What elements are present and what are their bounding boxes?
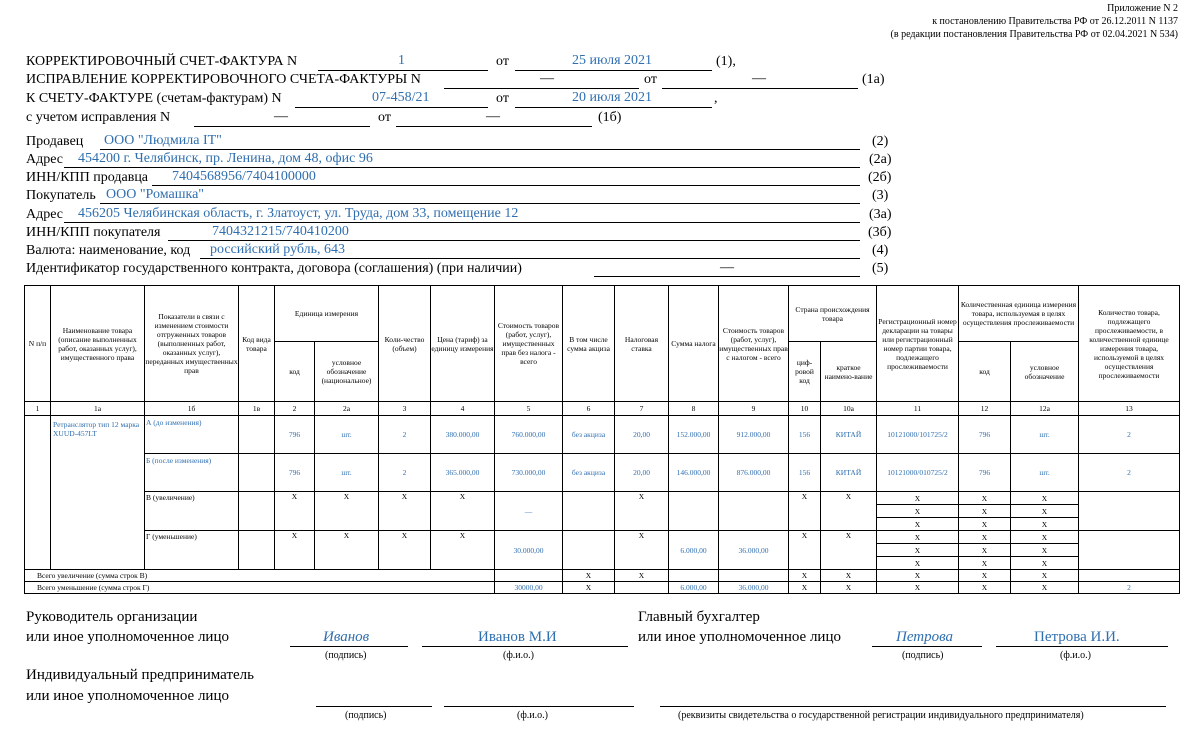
cell-qty: 2 [379,454,431,492]
cell-excise: без акциза [563,454,615,492]
th-trace-code: код [959,342,1011,402]
contract-line [594,276,860,277]
contract-label: Идентификатор государственного контракта, договора (соглашения) (при наличии) [26,261,522,276]
cell-x: X [959,505,1011,518]
title4-number-line [194,126,370,127]
title1-number-line [318,70,488,71]
cell-cost-wo: 30000,00 [495,582,563,594]
cell-x: X [959,492,1011,505]
title3-date-line [515,107,712,108]
col-num: 2а [315,402,379,416]
column-numbers-row [25,402,1180,416]
currency-label: Валюта: наименование, код [26,243,191,258]
seller-label: Продавец [26,134,84,149]
cell-cost-w: 36.000,00 [719,531,789,570]
cell-x: X [1011,492,1079,505]
cell-x: X [789,492,821,531]
head-name-line [422,646,628,647]
title2-ot: от [644,72,657,87]
cell-trace-qty: 2 [1079,416,1180,454]
cell-x: X [821,531,877,570]
cell-x: X [877,505,959,518]
head-name-caption: (ф.и.о.) [503,650,534,661]
col-num: 13 [1079,402,1180,416]
seller-ref: (2) [872,134,889,149]
seller-inn-line [152,185,860,186]
cell-decl: 10121000/101725/2 [877,416,959,454]
cell-trace-name: шт. [1011,416,1079,454]
table-row-a [25,416,1180,454]
cell-cost-wo: 30.000,00 [495,531,563,570]
cell-country-code: 156 [789,454,821,492]
appendix-line-3: (в редакции постановления Правительства РФ от 02.04.2021 N 534) [890,29,1178,40]
head-name: Иванов М.И [478,629,557,645]
ip-sign-caption: (подпись) [345,710,387,721]
col-num: 7 [615,402,669,416]
title4-number: — [274,109,288,124]
title4-ot: от [378,110,391,125]
col-num: 10 [789,402,821,416]
ip-name-caption: (ф.и.о.) [517,710,548,721]
contract-value: — [720,260,734,275]
col-num: 1 [25,402,51,416]
title1-ot: от [496,54,509,69]
cell-kind [239,454,275,492]
chief-name-caption: (ф.и.о.) [1060,650,1091,661]
cell-x: X [877,544,959,557]
table-row-v [25,492,1180,505]
title1-date: 25 июля 2021 [572,53,653,68]
cell-x: X [821,582,877,594]
th-excise: В том числе сумма акциза [563,286,615,402]
item-name: Ретранслятор тип 12 марка XUUD-457LT [51,416,145,570]
row-g-label: Г (уменьшение) [145,531,239,570]
th-cost-wo: Стоимость товаров (работ, услуг), имущественных прав без налога - всего [495,286,563,402]
currency-value: российский рубль, 643 [210,242,346,257]
cell-cost-wo: — [495,492,563,531]
col-num: 5 [495,402,563,416]
th-country-code: циф-ровой код [789,342,821,402]
head-sign-line [290,646,408,647]
th-decl: Регистрационный номер декларации на товары или регистрационный номер партии товара, подлежащего прослеживаемости [877,286,959,402]
cell-rate [615,582,669,594]
title2-number-line [444,88,639,89]
currency-ref: (4) [872,243,889,258]
cell-excise [563,492,615,531]
title2-label: ИСПРАВЛЕНИЕ КОРРЕКТИРОВОЧНОГО СЧЕТА-ФАКТУРЫ N [26,72,421,87]
cell-x: X [959,557,1011,570]
invoice-table [24,285,1180,594]
buyer-line [100,203,860,204]
cell-x: X [275,492,315,531]
head-sign-caption: (подпись) [325,650,367,661]
chief-name-line [996,646,1168,647]
th-trace: Количественная единица измерения товара, используемая в целях осуществления прослеживаемости [959,286,1079,342]
cell-kind [239,531,275,570]
buyer-inn-ref: (3б) [868,225,892,240]
cell-x: X [1011,505,1079,518]
th-trace-qty: Количество товара, подлежащего прослеживаемости, в количественной единице измерения товара, используемой в целях осуществления прослеживаемости [1079,286,1180,402]
title2-date-line [662,88,858,89]
appendix-line-1: Приложение N 2 [1107,3,1178,14]
cell-x: X [1011,582,1079,594]
cell-excise: без акциза [563,416,615,454]
cell-x: X [821,492,877,531]
title3-label: К СЧЕТУ-ФАКТУРЕ (счетам-фактурам) N [26,91,282,106]
chief-sign-caption: (подпись) [902,650,944,661]
cell-x: X [379,531,431,570]
buyer-inn-label: ИНН/КПП покупателя [26,225,161,240]
th-country: Страна происхождения товара [789,286,877,342]
cell-cost-wo: 760.000,00 [495,416,563,454]
cell-x: X [615,570,669,582]
col-num: 12 [959,402,1011,416]
cell-unit-code: 796 [275,416,315,454]
chief-signature: Петрова [896,629,954,645]
title1-ref: (1), [716,54,736,69]
cell-kind [239,416,275,454]
th-cost-w: Стоимость товаров (работ, услуг), имущественных прав с налогом - всего [719,286,789,402]
cell-x: X [877,570,959,582]
cell-tax [669,492,719,531]
title1-number: 1 [398,53,405,68]
col-num: 12а [1011,402,1079,416]
ip-label-2: или иное уполномоченное лицо [26,688,229,704]
title4-label: с учетом исправления N [26,110,171,125]
col-num: 2 [275,402,315,416]
head-label-1: Руководитель организации [26,609,198,625]
th-tax: Сумма налога [669,286,719,402]
buyer-address-value: 456205 Челябинская область, г. Златоуст, ул. Труда, дом 33, помещение 12 [78,206,519,221]
seller-address-ref: (2а) [869,152,892,167]
cell-x: X [959,518,1011,531]
ip-sign-line [316,706,432,707]
cell-x: X [877,582,959,594]
th-n: N п/п [25,286,51,402]
chief-label-2: или иное уполномоченное лицо [638,629,841,645]
col-num: 3 [379,402,431,416]
title3-date: 20 июля 2021 [572,90,653,105]
buyer-inn-value: 7404321215/740410200 [212,224,349,239]
cell-tax: 6.000,00 [669,582,719,594]
buyer-ref: (3) [872,188,889,203]
title2-number: — [540,71,554,86]
cell-trace-qty: 2 [1079,454,1180,492]
ip-label-1: Индивидуальный предприниматель [26,667,254,683]
cell-unit-name: шт. [315,454,379,492]
col-num: 1б [145,402,239,416]
row-v-label: В (увеличение) [145,492,239,531]
cell-excise [563,531,615,570]
cell-cost-w [719,570,789,582]
th-name: Наименование товара (описание выполненных работ, оказанных услуг), имущественного права [51,286,145,402]
cell-x: X [877,531,959,544]
th-kind: Код вида товара [239,286,275,402]
head-label-2: или иное уполномоченное лицо [26,629,229,645]
title3-number: 07-458/21 [372,90,430,105]
col-num: 1в [239,402,275,416]
col-num: 6 [563,402,615,416]
buyer-address-ref: (3а) [869,207,892,222]
cell-x: X [1011,557,1079,570]
title3-ref: , [714,91,718,106]
col-num: 9 [719,402,789,416]
chief-sign-line [872,646,982,647]
cell-x: X [275,531,315,570]
cell-x: X [959,570,1011,582]
cell-x: X [615,492,669,531]
cell-x: X [563,570,615,582]
cell-cost-w: 36.000,00 [719,582,789,594]
title2-date: — [752,71,766,86]
title4-date-line [396,126,592,127]
cell-x: X [1011,518,1079,531]
cell-trace-name: шт. [1011,454,1079,492]
buyer-address-label: Адрес [26,207,64,222]
cell-cost-wo [495,570,563,582]
th-unit-code: код [275,342,315,402]
cell-trace-qty [1079,570,1180,582]
title3-ot: от [496,91,509,106]
th-price: Цена (тариф) за единицу измерения [431,286,495,402]
th-unit-name: условное обозначение (национальное) [315,342,379,402]
cell-tax: 146.000,00 [669,454,719,492]
cell-tax: 6.000,00 [669,531,719,570]
cell-x: X [959,582,1011,594]
cell-x: X [615,531,669,570]
chief-name: Петрова И.И. [1034,629,1120,645]
cell-x: X [431,492,495,531]
cell-x: X [1011,531,1079,544]
th-qty: Коли-чество (объем) [379,286,431,402]
cell-x: X [315,531,379,570]
chief-label-1: Главный бухгалтер [638,609,760,625]
total-decrease-row [25,582,1180,594]
th-rate: Налоговая ставка [615,286,669,402]
buyer-inn-line [168,240,860,241]
cell-unit-name: шт. [315,416,379,454]
cell-x: X [959,544,1011,557]
cell-cost-w: 912.000,00 [719,416,789,454]
cell-country-code: 156 [789,416,821,454]
ip-requisites-line [660,706,1166,707]
contract-ref: (5) [872,261,889,276]
seller-inn-label: ИНН/КПП продавца [26,170,149,185]
title2-ref: (1а) [862,72,885,87]
seller-value: ООО "Людмила IT" [104,133,222,148]
cell-x: X [431,531,495,570]
cell-kind [239,492,275,531]
col-num: 4 [431,402,495,416]
cell-country-name: КИТАЙ [821,416,877,454]
cell-x: X [315,492,379,531]
cell-x: X [563,582,615,594]
cell-x: X [789,582,821,594]
buyer-label: Покупатель [26,188,96,203]
table-row-g [25,531,1180,544]
buyer-value: ООО "Ромашка" [106,187,204,202]
cell-tax [669,570,719,582]
title1-label: КОРРЕКТИРОВОЧНЫЙ СЧЕТ-ФАКТУРА N [26,54,298,69]
th-unit: Единица измерения [275,286,379,342]
cell-x: X [1011,544,1079,557]
ip-requisites-caption: (реквизиты свидетельства о государственной регистрации индивидуального предпринимателя) [678,710,1084,721]
title3-number-line [295,107,488,108]
th-trace-name: условное обозначение [1011,342,1079,402]
cell-rate: 20,00 [615,454,669,492]
head-signature: Иванов [323,629,370,645]
row-a-label: А (до изменения) [145,416,239,454]
appendix-line-2: к постановлению Правительства РФ от 26.12.2011 N 1137 [932,16,1178,27]
cell-x: X [789,570,821,582]
cell-x: X [877,557,959,570]
cell-cost-wo: 730.000,00 [495,454,563,492]
cell-x: X [959,531,1011,544]
total-increase-label: Всего увеличение (сумма строк В) [25,570,495,582]
col-num: 10а [821,402,877,416]
cell-cost-w: 876.000,00 [719,454,789,492]
cell-trace-qty [1079,531,1180,570]
cell-n [25,416,51,570]
cell-rate: 20,00 [615,416,669,454]
cell-qty: 2 [379,416,431,454]
seller-inn-ref: (2б) [868,170,892,185]
th-indicators: Показатели в связи с изменением стоимости отгруженных товаров (выполненных работ, оказанных услуг), переданных имущественных прав [145,286,239,402]
cell-trace-qty [1079,492,1180,531]
table-row-b [25,454,1180,492]
cell-unit-code: 796 [275,454,315,492]
col-num: 8 [669,402,719,416]
cell-decl: 10121000/010725/2 [877,454,959,492]
total-decrease-label: Всего уменьшение (сумма строк Г) [25,582,495,594]
cell-tax: 152.000,00 [669,416,719,454]
total-increase-row [25,570,1180,582]
seller-address-line [64,167,860,168]
cell-x: X [877,518,959,531]
title4-date: — [486,109,500,124]
cell-price: 380.000,00 [431,416,495,454]
cell-trace-qty: 2 [1079,582,1180,594]
cell-x: X [877,492,959,505]
cell-x: X [821,570,877,582]
cell-price: 365.000,00 [431,454,495,492]
th-country-name: краткое наимено-вание [821,342,877,402]
title4-ref: (1б) [598,110,622,125]
currency-line [200,258,860,259]
cell-cost-w [719,492,789,531]
seller-inn-value: 7404568956/7404100000 [172,169,316,184]
cell-country-name: КИТАЙ [821,454,877,492]
seller-line [100,149,860,150]
col-num: 11 [877,402,959,416]
seller-address-label: Адрес [26,152,64,167]
cell-trace-code: 796 [959,454,1011,492]
col-num: 1а [51,402,145,416]
buyer-address-line [64,222,860,223]
cell-x: X [789,531,821,570]
cell-trace-code: 796 [959,416,1011,454]
seller-address-value: 454200 г. Челябинск, пр. Ленина, дом 48, офис 96 [78,151,373,166]
cell-x: X [379,492,431,531]
row-b-label: Б (после изменения) [145,454,239,492]
cell-x: X [1011,570,1079,582]
ip-name-line [444,706,634,707]
